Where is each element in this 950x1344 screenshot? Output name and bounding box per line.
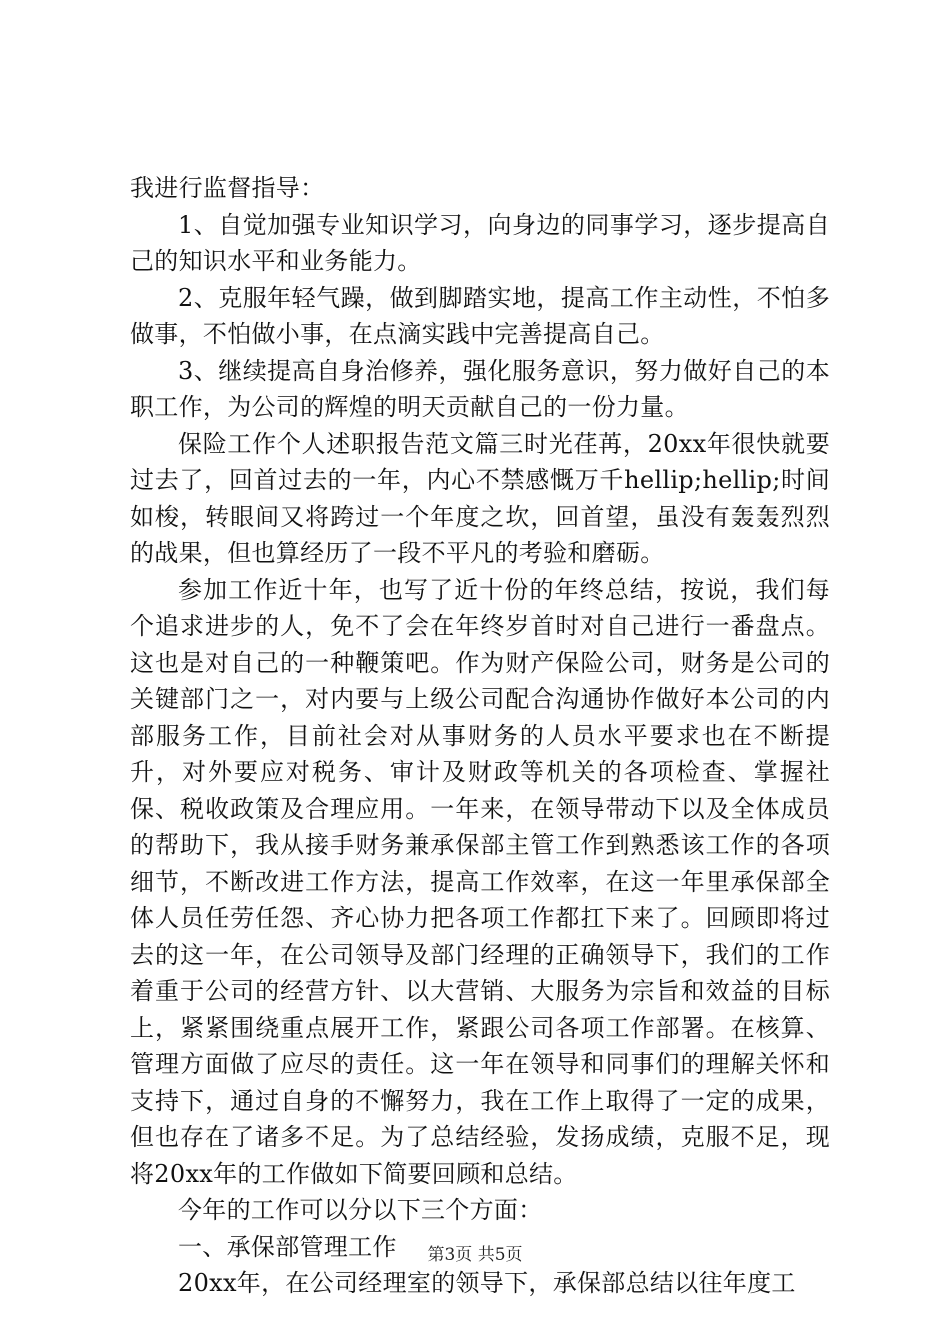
paragraph-6: 参加工作近十年，也写了近十份的年终总结，按说，我们每个追求进步的人，免不了会在年终岁首时对自己进行一番盘点。这也是对自己的一种鞭策吧。作为财产保险公司，财务是公司的关键部门之一，对内要与上级公司配合沟通协作做好本公司的内部服务工作，目前社会对从事财务的人员水平要求也在不断提升，对外要应对税务、审计及财政等机关的各项检查、掌握社保、税收政策及合理应用。一年来，在领导带动下以及全体成员的帮助下，我从接手财务兼承保部主管工作到熟悉该工作的各项细节，不断改进工作方法，提高工作效率，在这一年里承保部全体人员任劳任怨、齐心协力把各项工作都扛下来了。回顾即将过去的这一年，在公司领导及部门经理的正确领导下，我们的工作着重于公司的经营方针、以大营销、大服务为宗旨和效益的目标上，紧紧围绕重点展开工作，紧跟公司各项工作部署。在核算、管理方面做了应尽的责任。这一年在领导和同事们的理解关怀和支持下，通过自身的不懈努力，我在工作上取得了一定的成果，但也存在了诸多不足。为了总结经验，发扬成绩，克服不足，现将20xx年的工作做如下简要回顾和总结。 — [130, 575, 830, 1188]
paragraph-4: 3、继续提高自身治修养，强化服务意识，努力做好自己的本职工作，为公司的辉煌的明天贡献自己的一份力量。 — [130, 356, 830, 421]
document-body — [130, 170, 830, 1302]
paragraph-3: 2、克服年轻气躁，做到脚踏实地，提高工作主动性，不怕多做事，不怕做小事，在点滴实践中完善提高自己。 — [130, 283, 830, 348]
paragraph-5: 保险工作个人述职报告范文篇三时光荏苒，20xx年很快就要过去了，回首过去的一年，内心不禁感慨万千hellip;hellip;时间如梭，转眼间又将跨过一个年度之坎，回首望，虽没有轰轰烈烈的战果，但也算经历了一段不平凡的考验和磨砺。 — [130, 429, 830, 567]
paragraph-1: 我进行监督指导： — [130, 174, 325, 202]
paragraph-9: 20xx年，在公司经理室的领导下，承保部总结以往年度工 — [178, 1269, 796, 1297]
paragraph-2: 1、自觉加强专业知识学习，向身边的同事学习，逐步提高自己的知识水平和业务能力。 — [130, 210, 830, 275]
page-footer: 第3页 共5页 — [427, 1245, 523, 1265]
section-heading: 一、承保部管理工作 — [178, 1232, 397, 1261]
paragraph-7: 今年的工作可以分以下三个方面： — [178, 1196, 543, 1224]
